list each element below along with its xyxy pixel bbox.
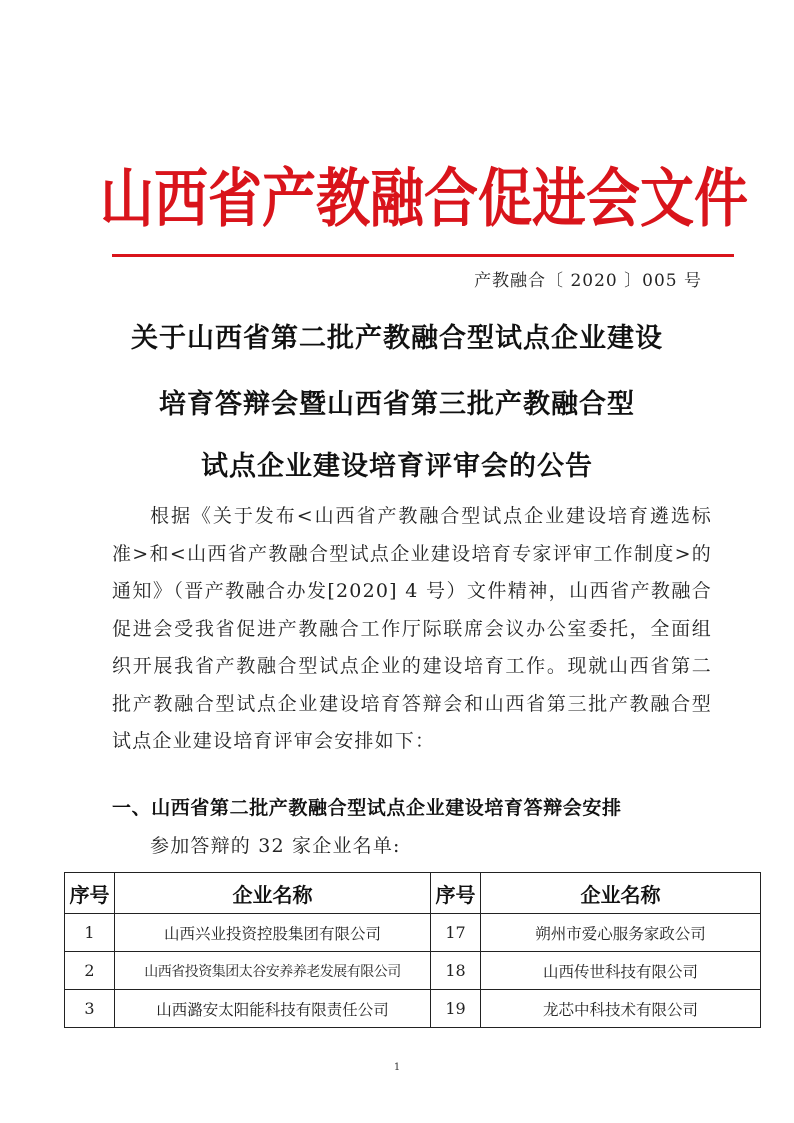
title-line-1: 关于山西省第二批产教融合型试点企业建设 (131, 323, 663, 354)
table-row (65, 990, 761, 1028)
table-cell-seq: 1 (65, 914, 115, 952)
table-cell-seq: 3 (65, 990, 115, 1028)
list-intro: 参加答辩的 32 家企业名单: (150, 835, 401, 857)
page-number: 1 (393, 1062, 401, 1073)
header-seq-left: 序号 (65, 873, 115, 914)
red-header-rule (112, 254, 734, 257)
title-line-3: 试点企业建设培育评审会的公告 (201, 451, 593, 482)
document-masthead: 山西省产教融合促进会文件 (100, 161, 748, 236)
header-company-right: 企业名称 (481, 873, 761, 914)
table-cell-company: 龙芯中科技术有限公司 (481, 990, 761, 1028)
table-cell-company: 山西潞安太阳能科技有限责任公司 (115, 990, 431, 1028)
section-heading: 一、山西省第二批产教融合型试点企业建设培育答辩会安排 (112, 797, 622, 819)
body-paragraph: 根据《关于发布<山西省产教融合型试点企业建设培育遴选标准>和<山西省产教融合型试点企业建设培育专家评审工作制度>的通知》（晋产教融合办发[2020] 4 号）文件精神，山西省产教融合促进会受我省促进产教融合工作厅际联席会议办公室委托，全面组织开展我省产教融合型试点企业的建设培育工作。现就山西省第二批产教融合型试点企业建设培育答辩会和山西省第三批产教融合型试点企业建设培育评审会安排如下： (112, 505, 712, 752)
table-cell-company: 朔州市爱心服务家政公司 (481, 914, 761, 952)
table-header-row (65, 873, 761, 914)
table-cell-company: 山西传世科技有限公司 (481, 952, 761, 990)
table-cell-company: 山西省投资集团太谷安养养老发展有限公司 (115, 952, 431, 990)
company-table (64, 872, 761, 1028)
table-cell-seq: 18 (431, 952, 481, 990)
table-cell-company: 山西兴业投资控股集团有限公司 (115, 914, 431, 952)
table-row (65, 952, 761, 990)
header-company-left: 企业名称 (115, 873, 431, 914)
table-cell-seq: 17 (431, 914, 481, 952)
table-row (65, 914, 761, 952)
table-cell-seq: 2 (65, 952, 115, 990)
table-cell-seq: 19 (431, 990, 481, 1028)
document-number: 产教融合〔 2020 〕005 号 (474, 271, 702, 291)
title-line-2: 培育答辩会暨山西省第三批产教融合型 (159, 389, 635, 420)
header-seq-right: 序号 (431, 873, 481, 914)
